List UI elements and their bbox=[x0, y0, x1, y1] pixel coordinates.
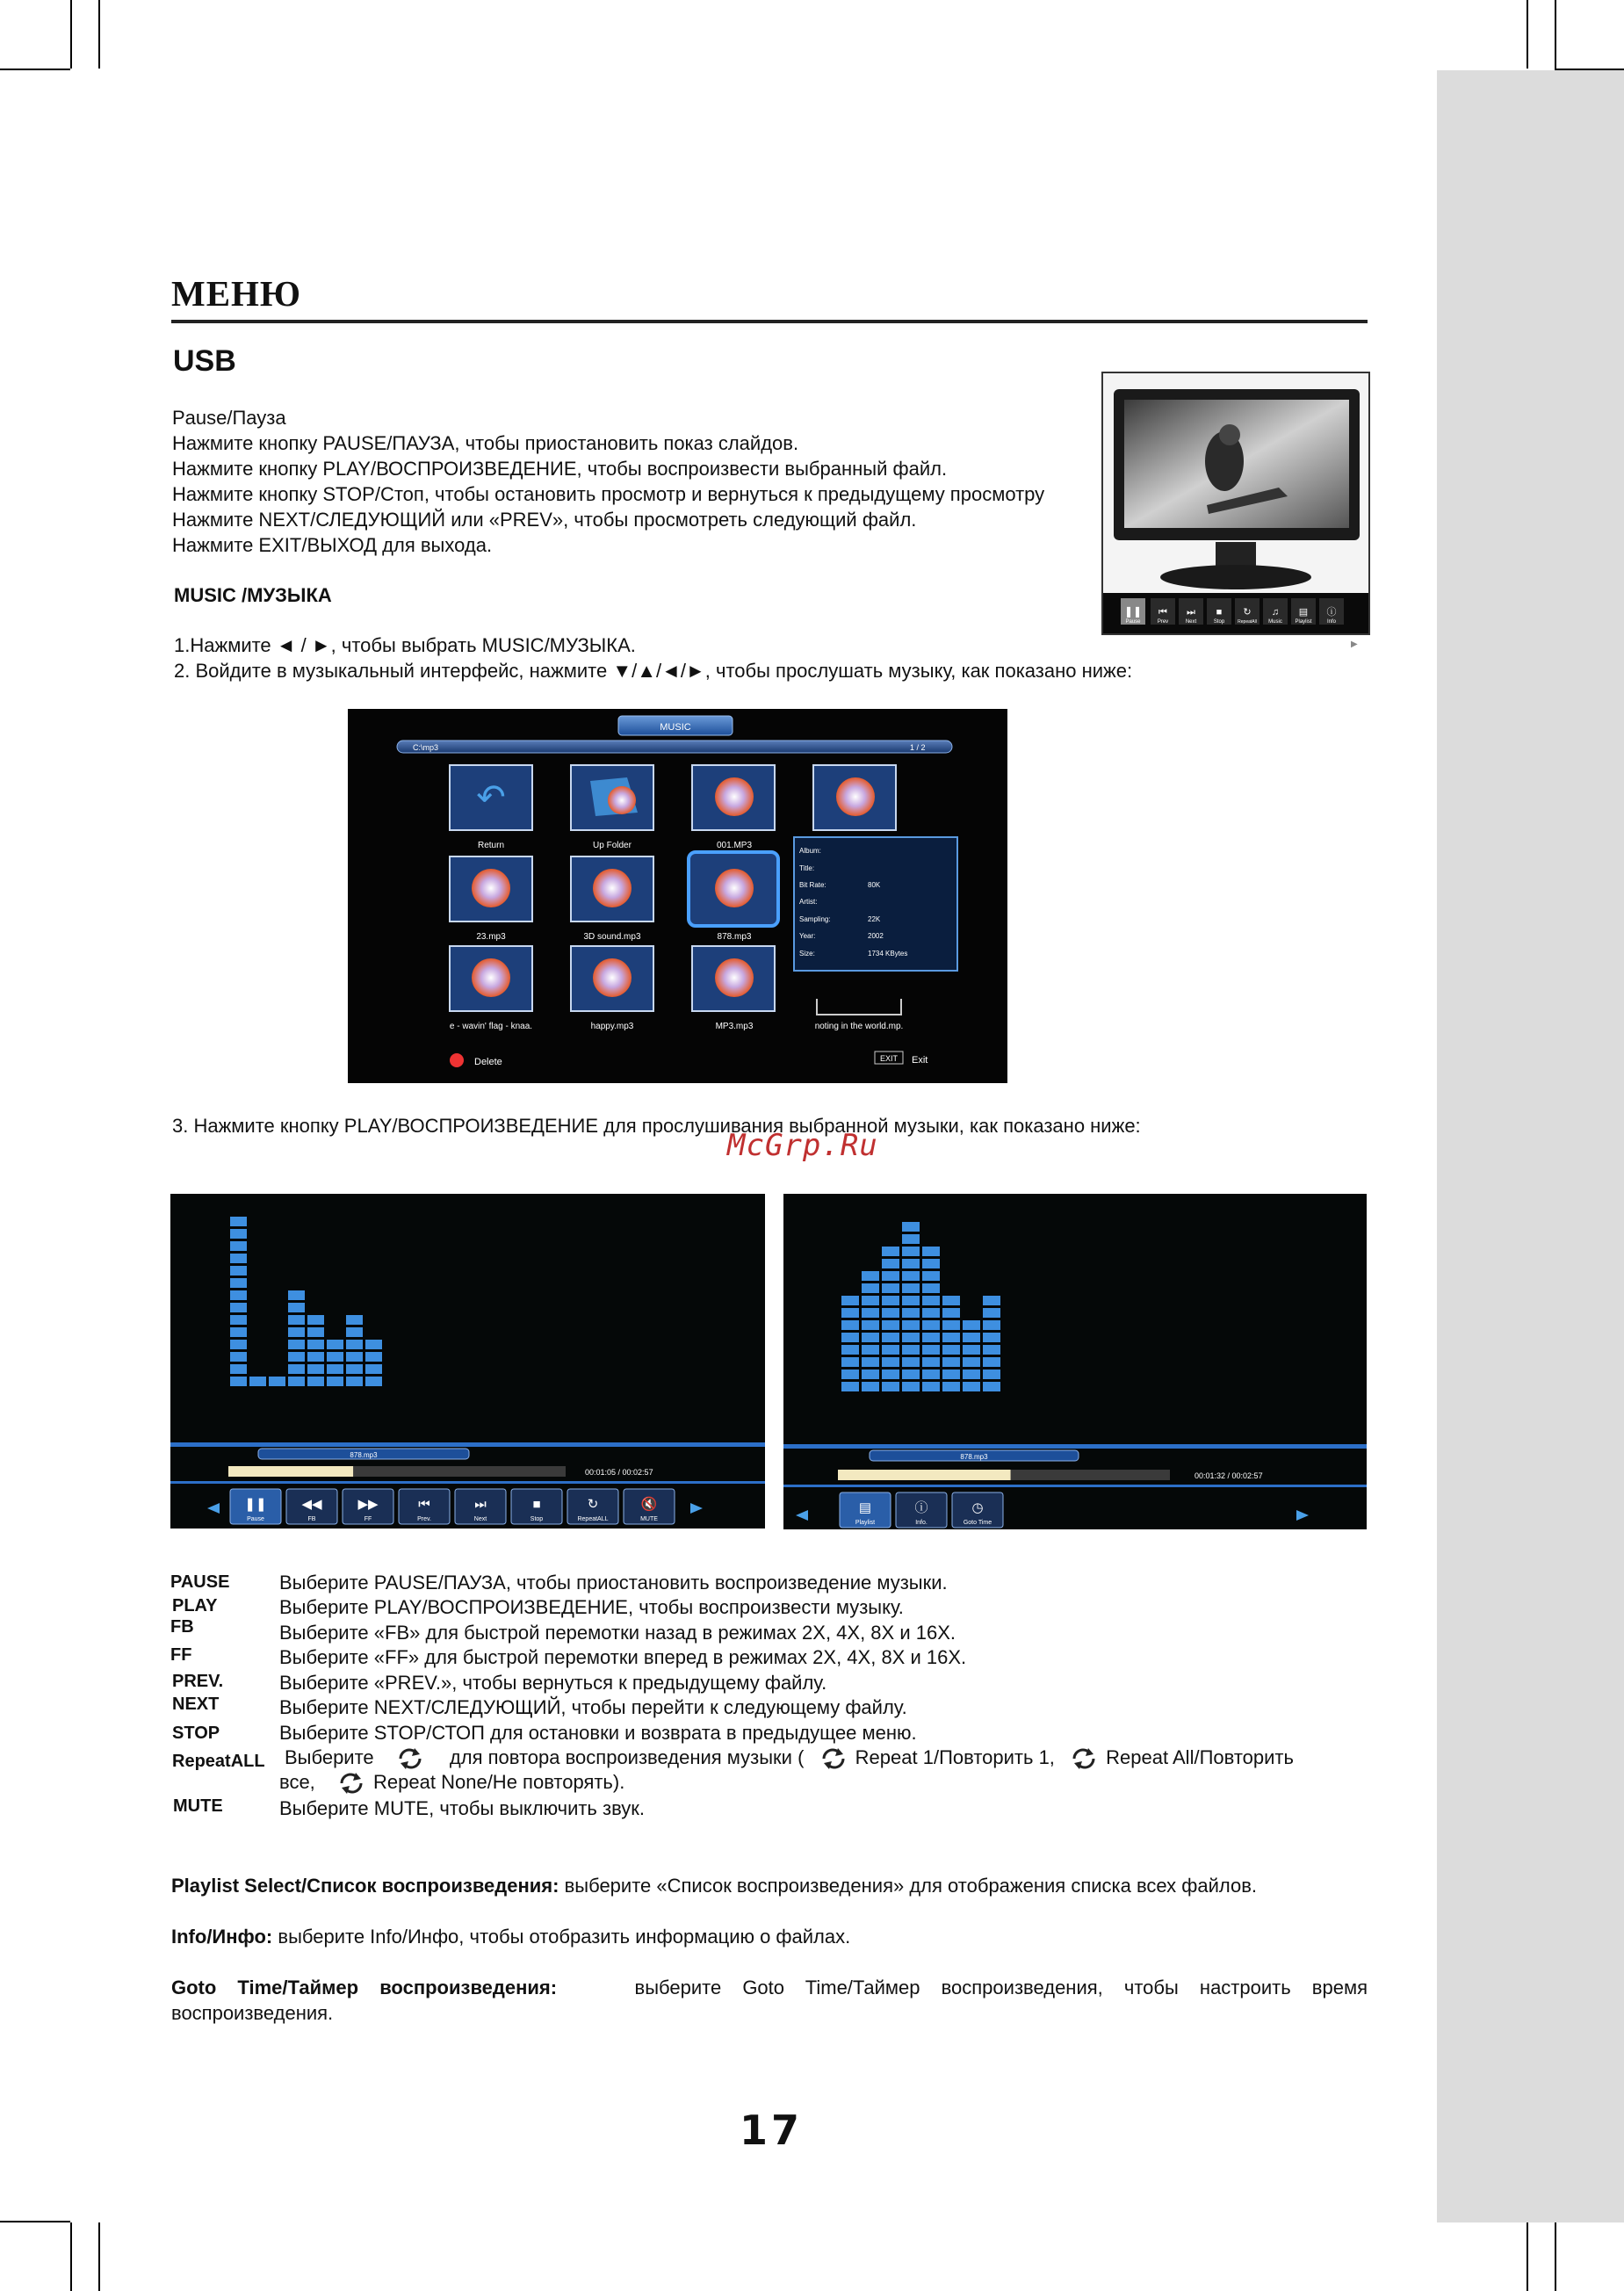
eq-cell bbox=[862, 1370, 879, 1379]
red-dot-icon bbox=[450, 1053, 464, 1067]
crop-mark bbox=[0, 2221, 70, 2222]
eq-cell bbox=[307, 1315, 324, 1325]
info-value: 80K bbox=[868, 881, 881, 889]
goto-note bbox=[171, 1975, 1368, 2026]
delete-label[interactable]: Delete bbox=[474, 1057, 502, 1067]
eq-cell bbox=[841, 1296, 859, 1305]
control-button-mute[interactable] bbox=[624, 1489, 675, 1524]
scroll-left-icon[interactable] bbox=[207, 1503, 220, 1514]
eq-cell bbox=[983, 1370, 1000, 1379]
eq-cell bbox=[346, 1315, 363, 1325]
info-value: 2002 bbox=[868, 932, 884, 940]
eq-cell bbox=[942, 1333, 960, 1342]
control-button-label: Goto Time bbox=[963, 1520, 992, 1526]
svg-text:↶: ↶ bbox=[476, 778, 506, 817]
control-button-playlist[interactable] bbox=[840, 1492, 891, 1528]
control-button-stop[interactable] bbox=[511, 1489, 562, 1524]
svg-text:▤: ▤ bbox=[1298, 607, 1309, 618]
eq-cell bbox=[902, 1259, 920, 1268]
eq-cell bbox=[841, 1308, 859, 1318]
eq-cell bbox=[922, 1357, 940, 1367]
eq-cell bbox=[841, 1382, 859, 1391]
pause-title: Pause/Пауза bbox=[172, 407, 286, 429]
eq-cell bbox=[922, 1296, 940, 1305]
section-title: USB bbox=[173, 344, 236, 378]
svg-text:↻: ↻ bbox=[587, 1497, 599, 1512]
info-label: Bit Rate: bbox=[799, 881, 826, 889]
cmd-desc: Выберите «PREV.», чтобы вернуться к предыдущему файлу. bbox=[279, 1672, 827, 1694]
cmd-desc: Выберите STOP/СТОП для остановки и возврата в предыдущее меню. bbox=[279, 1722, 917, 1744]
info-label: Artist: bbox=[799, 898, 818, 906]
cmd-key: PREV. bbox=[172, 1672, 224, 1691]
eq-cell bbox=[249, 1377, 266, 1386]
eq-cell bbox=[902, 1357, 920, 1367]
eq-cell bbox=[307, 1364, 324, 1374]
repeat-text: Repeat 1/Повторить 1, bbox=[855, 1746, 1055, 1768]
repeat-one-icon bbox=[819, 1746, 848, 1771]
eq-cell bbox=[963, 1345, 980, 1355]
equalizer bbox=[841, 1222, 1000, 1391]
step-2: 2. Войдите в музыкальный интерфейс, нажмите ▼/▲/◄/►, чтобы прослушать музыку, как показано ниже: bbox=[174, 660, 1133, 682]
eq-cell bbox=[862, 1357, 879, 1367]
eq-cell bbox=[288, 1377, 305, 1386]
eq-cell bbox=[963, 1333, 980, 1342]
info-label: Title: bbox=[799, 864, 815, 872]
music-item[interactable]: 23.mp3 bbox=[476, 932, 506, 942]
svg-text:↻: ↻ bbox=[1243, 607, 1252, 618]
music-item[interactable]: Return bbox=[477, 841, 505, 850]
eq-cell bbox=[230, 1303, 247, 1312]
eq-cell bbox=[922, 1320, 940, 1330]
eq-cell bbox=[902, 1271, 920, 1281]
crop-mark bbox=[70, 2222, 72, 2291]
eq-cell bbox=[230, 1241, 247, 1251]
eq-cell bbox=[882, 1345, 899, 1355]
svg-text:▶▶: ▶▶ bbox=[357, 1497, 379, 1512]
eq-cell bbox=[942, 1357, 960, 1367]
eq-cell bbox=[288, 1327, 305, 1337]
eq-cell bbox=[288, 1352, 305, 1362]
svg-text:⏭: ⏭ bbox=[1187, 607, 1195, 618]
eq-cell bbox=[902, 1382, 920, 1391]
step-3: 3. Нажмите кнопку PLAY/ВОСПРОИЗВЕДЕНИЕ для прослушивания выбранной музыки, как показано ниже: bbox=[172, 1115, 1141, 1137]
repeat-text: Repeat All/Повторить bbox=[1106, 1746, 1294, 1768]
crop-mark bbox=[1527, 2222, 1528, 2291]
eq-cell bbox=[922, 1345, 940, 1355]
eq-cell bbox=[862, 1345, 879, 1355]
eq-cell bbox=[327, 1364, 343, 1374]
eq-cell bbox=[288, 1290, 305, 1300]
eq-cell bbox=[902, 1370, 920, 1379]
eq-cell bbox=[841, 1333, 859, 1342]
eq-cell bbox=[327, 1377, 343, 1386]
music-item[interactable]: Up Folder bbox=[593, 841, 632, 850]
eq-cell bbox=[922, 1382, 940, 1391]
eq-cell bbox=[942, 1320, 960, 1330]
music-item[interactable]: 3D sound.mp3 bbox=[583, 932, 641, 942]
eq-cell bbox=[882, 1296, 899, 1305]
eq-cell bbox=[230, 1315, 247, 1325]
eq-cell bbox=[288, 1315, 305, 1325]
heading-rule bbox=[171, 320, 1368, 323]
eq-cell bbox=[942, 1370, 960, 1379]
page-number: 17 bbox=[740, 2107, 804, 2154]
control-button-label: Stop bbox=[530, 1516, 544, 1522]
info-value: 1734 KBytes bbox=[868, 950, 908, 958]
goto-text: выберите Goto Time/Таймер воспроизведения, чтобы настроить время bbox=[634, 1977, 1368, 1998]
cmd-desc: Выберите «FB» для быстрой перемотки назад в режимах 2X, 4X, 8X и 16X. bbox=[279, 1622, 956, 1644]
progress-fill bbox=[838, 1470, 1011, 1480]
eq-cell bbox=[230, 1340, 247, 1349]
eq-cell bbox=[365, 1377, 382, 1386]
info-text: выберите Info/Инфо, чтобы отобразить информацию о файлах. bbox=[272, 1926, 851, 1948]
eq-cell bbox=[922, 1308, 940, 1318]
scroll-right-icon[interactable] bbox=[690, 1503, 703, 1514]
music-item[interactable]: 878.mp3 bbox=[717, 932, 752, 942]
info-label: Info/Инфо: bbox=[171, 1926, 273, 1948]
tv-illustration bbox=[1103, 373, 1368, 633]
eq-cell bbox=[230, 1290, 247, 1300]
player-screen-right bbox=[783, 1194, 1367, 1529]
repeat-text: Repeat None/Не повторять). bbox=[373, 1771, 625, 1793]
music-item[interactable]: MP3.mp3 bbox=[715, 1022, 754, 1031]
eq-cell bbox=[902, 1345, 920, 1355]
music-title: MUSIC /МУЗЫКА bbox=[174, 584, 332, 606]
eq-cell bbox=[942, 1296, 960, 1305]
eq-cell bbox=[862, 1271, 879, 1281]
time-readout: 00:01:32 / 00:02:57 bbox=[1195, 1471, 1263, 1480]
cmd-desc: Выберите MUTE, чтобы выключить звук. bbox=[279, 1797, 646, 1819]
eq-cell bbox=[882, 1283, 899, 1293]
control-button-repeatall[interactable] bbox=[567, 1489, 618, 1524]
crop-mark bbox=[70, 0, 72, 69]
scroll-right-icon[interactable] bbox=[1296, 1510, 1309, 1521]
repeat-desc-line1 bbox=[285, 1746, 1294, 1771]
info-label: Size: bbox=[799, 950, 815, 958]
info-note bbox=[171, 1924, 850, 1949]
eq-cell bbox=[841, 1357, 859, 1367]
cmd-desc: Выберите NEXT/СЛЕДУЮЩИЙ, чтобы перейти к следующему файлу. bbox=[279, 1696, 907, 1718]
eq-cell bbox=[902, 1320, 920, 1330]
tv-btn-label: Stop bbox=[1213, 619, 1225, 625]
svg-text:♫: ♫ bbox=[1271, 607, 1280, 618]
music-browser-screen bbox=[348, 709, 1007, 1083]
crop-mark bbox=[1527, 0, 1528, 69]
eq-cell bbox=[346, 1340, 363, 1349]
cmd-key: MUTE bbox=[173, 1796, 223, 1816]
eq-cell bbox=[230, 1229, 247, 1239]
file-name: 878.mp3 bbox=[350, 1451, 378, 1459]
eq-cell bbox=[346, 1364, 363, 1374]
eq-cell bbox=[230, 1352, 247, 1362]
eq-cell bbox=[963, 1382, 980, 1391]
eq-cell bbox=[365, 1352, 382, 1362]
info-label: Album: bbox=[799, 847, 821, 855]
pause-line: Нажмите EXIT/ВЫХОД для выхода. bbox=[172, 534, 493, 556]
progress-fill bbox=[228, 1466, 353, 1477]
eq-cell bbox=[230, 1364, 247, 1374]
music-browser bbox=[348, 709, 1007, 1083]
tv-btn-label: Pause bbox=[1125, 619, 1141, 625]
pause-line: Нажмите кнопку PAUSE/ПАУЗА, чтобы приостановить показ слайдов. bbox=[172, 432, 799, 454]
eq-cell bbox=[841, 1370, 859, 1379]
repeat-text: для повтора воспроизведения музыки ( bbox=[449, 1746, 805, 1768]
control-buttons bbox=[840, 1492, 1003, 1528]
cmd-key: PAUSE bbox=[170, 1572, 230, 1592]
control-button-label: MUTE bbox=[640, 1516, 658, 1522]
eq-cell bbox=[983, 1296, 1000, 1305]
eq-cell bbox=[230, 1254, 247, 1263]
eq-cell bbox=[307, 1340, 324, 1349]
eq-cell bbox=[882, 1357, 899, 1367]
cmd-key: PLAY bbox=[172, 1596, 218, 1615]
pause-line: Нажмите кнопку STOP/Стоп, чтобы остановить просмотр и вернуться к предыдущему просмотру bbox=[172, 483, 1045, 505]
control-button-goto-time[interactable] bbox=[952, 1492, 1003, 1528]
eq-cell bbox=[902, 1222, 920, 1232]
eq-cell bbox=[882, 1370, 899, 1379]
eq-cell bbox=[922, 1271, 940, 1281]
page-heading: МЕНЮ bbox=[171, 273, 302, 314]
cmd-key: NEXT bbox=[172, 1695, 220, 1714]
watermark: McGrp.Ru bbox=[727, 1128, 878, 1163]
exit-key: EXIT bbox=[879, 1054, 899, 1063]
eq-cell bbox=[902, 1283, 920, 1293]
eq-cell bbox=[346, 1377, 363, 1386]
eq-cell bbox=[942, 1308, 960, 1318]
control-button-label: FF bbox=[364, 1516, 372, 1522]
eq-cell bbox=[230, 1278, 247, 1288]
eq-cell bbox=[346, 1327, 363, 1337]
control-button-label: Playlist bbox=[855, 1520, 876, 1526]
svg-text:◀◀: ◀◀ bbox=[301, 1497, 322, 1512]
eq-cell bbox=[230, 1327, 247, 1337]
info-label: Sampling: bbox=[799, 915, 831, 923]
eq-cell bbox=[327, 1340, 343, 1349]
svg-text:⏮: ⏮ bbox=[418, 1497, 430, 1512]
eq-cell bbox=[902, 1234, 920, 1244]
eq-cell bbox=[862, 1333, 879, 1342]
cmd-key: RepeatALL bbox=[172, 1752, 265, 1771]
tv-btn-label: Prev bbox=[1157, 619, 1169, 625]
eq-cell bbox=[346, 1352, 363, 1362]
svg-text:■: ■ bbox=[532, 1497, 541, 1512]
info-value: 22K bbox=[868, 915, 881, 923]
goto-label: Goto Time/Таймер воспроизведения: bbox=[171, 1977, 558, 1998]
pause-block bbox=[172, 405, 1121, 558]
repeat-desc-line2 bbox=[279, 1771, 624, 1796]
repeat-text: Выберите bbox=[285, 1746, 374, 1768]
music-item[interactable]: 001.MP3 bbox=[716, 841, 753, 850]
eq-cell bbox=[902, 1308, 920, 1318]
crop-mark bbox=[1555, 0, 1556, 69]
eq-cell bbox=[862, 1382, 879, 1391]
step-1: 1.Нажмите ◄ / ►, чтобы выбрать MUSIC/МУЗЫКА. bbox=[174, 634, 636, 656]
eq-cell bbox=[922, 1333, 940, 1342]
tv-btn-label: RepeatAll bbox=[1238, 619, 1257, 625]
cmd-key: FB bbox=[170, 1617, 194, 1637]
eq-cell bbox=[922, 1283, 940, 1293]
player-left bbox=[170, 1194, 765, 1529]
tv-btn-label: Music bbox=[1268, 619, 1282, 625]
eq-cell bbox=[882, 1382, 899, 1391]
tv-photo bbox=[1101, 372, 1370, 635]
file-name: 878.mp3 bbox=[960, 1453, 988, 1461]
eq-cell bbox=[365, 1364, 382, 1374]
tv-arrow-icon: ▶ bbox=[1351, 640, 1358, 649]
repeat-text: все, bbox=[279, 1771, 315, 1793]
eq-cell bbox=[963, 1357, 980, 1367]
pause-line: Нажмите кнопку PLAY/ВОСПРОИЗВЕДЕНИЕ, чтобы воспроизвести выбранный файл. bbox=[172, 458, 948, 480]
eq-cell bbox=[230, 1377, 247, 1386]
control-button-ff[interactable] bbox=[343, 1489, 393, 1524]
control-button-label: FB bbox=[307, 1516, 316, 1522]
playlist-label: Playlist Select/Список воспроизведения: bbox=[171, 1875, 559, 1897]
eq-cell bbox=[882, 1247, 899, 1256]
preview-caption: noting in the world.mp. bbox=[814, 1022, 904, 1031]
time-readout: 00:01:05 / 00:02:57 bbox=[585, 1468, 653, 1477]
svg-text:🔇: 🔇 bbox=[640, 1497, 658, 1512]
crop-mark bbox=[98, 2222, 100, 2291]
control-button-label: Info. bbox=[915, 1520, 927, 1526]
info-label: Year: bbox=[799, 932, 816, 940]
music-tab[interactable]: MUSIC bbox=[660, 722, 691, 733]
eq-cell bbox=[862, 1296, 879, 1305]
eq-cell bbox=[307, 1327, 324, 1337]
control-button-label: Prev. bbox=[417, 1516, 431, 1522]
eq-cell bbox=[942, 1345, 960, 1355]
cmd-key: FF bbox=[170, 1645, 192, 1665]
svg-text:ⓘ: ⓘ bbox=[914, 1500, 928, 1515]
music-item[interactable]: e - wavin' flag - knaa. bbox=[449, 1022, 533, 1031]
repeat-all-icon bbox=[1069, 1746, 1099, 1771]
cmd-desc: Выберите PLAY/ВОСПРОИЗВЕДЕНИЕ, чтобы воспроизвести музыку. bbox=[279, 1596, 904, 1618]
eq-cell bbox=[307, 1352, 324, 1362]
control-button-label: RepeatALL bbox=[577, 1516, 609, 1522]
eq-cell bbox=[902, 1247, 920, 1256]
control-button-pause[interactable] bbox=[230, 1489, 281, 1524]
crop-mark bbox=[0, 69, 70, 70]
eq-cell bbox=[902, 1296, 920, 1305]
cmd-desc: Выберите «FF» для быстрой перемотки вперед в режимах 2X, 4X, 8X и 16X. bbox=[279, 1646, 967, 1668]
control-button-info-[interactable] bbox=[896, 1492, 947, 1528]
eq-cell bbox=[882, 1259, 899, 1268]
eq-cell bbox=[922, 1247, 940, 1256]
crop-mark bbox=[98, 0, 100, 69]
scroll-left-icon[interactable] bbox=[796, 1510, 808, 1521]
tv-btn-label: Info bbox=[1326, 619, 1337, 625]
svg-text:ⓘ: ⓘ bbox=[1326, 607, 1337, 618]
player-right bbox=[783, 1194, 1367, 1529]
control-buttons bbox=[230, 1489, 675, 1524]
eq-cell bbox=[288, 1340, 305, 1349]
control-button-label: Next bbox=[473, 1516, 487, 1522]
eq-cell bbox=[882, 1333, 899, 1342]
eq-cell bbox=[230, 1266, 247, 1276]
playlist-note bbox=[171, 1873, 1257, 1898]
crop-mark bbox=[1555, 2222, 1556, 2291]
control-button-next[interactable] bbox=[455, 1489, 506, 1524]
svg-text:⏭: ⏭ bbox=[474, 1497, 487, 1512]
eq-cell bbox=[983, 1345, 1000, 1355]
eq-cell bbox=[365, 1340, 382, 1349]
eq-cell bbox=[902, 1333, 920, 1342]
control-button-fb[interactable] bbox=[286, 1489, 337, 1524]
eq-cell bbox=[327, 1352, 343, 1362]
eq-cell bbox=[841, 1320, 859, 1330]
eq-cell bbox=[230, 1217, 247, 1226]
svg-text:◷: ◷ bbox=[971, 1500, 984, 1515]
eq-cell bbox=[963, 1320, 980, 1330]
player-screen-left bbox=[170, 1194, 765, 1529]
control-button-prev-[interactable] bbox=[399, 1489, 450, 1524]
repeat-none-icon bbox=[336, 1771, 366, 1796]
eq-cell bbox=[942, 1382, 960, 1391]
eq-cell bbox=[882, 1320, 899, 1330]
goto-line bbox=[171, 1975, 1368, 2000]
cmd-desc: Выберите PAUSE/ПАУЗА, чтобы приостановить воспроизведение музыки. bbox=[279, 1572, 948, 1594]
eq-cell bbox=[862, 1320, 879, 1330]
eq-cell bbox=[922, 1259, 940, 1268]
eq-cell bbox=[862, 1283, 879, 1293]
exit-label[interactable]: Exit bbox=[912, 1055, 928, 1066]
eq-cell bbox=[983, 1333, 1000, 1342]
svg-text:▤: ▤ bbox=[858, 1500, 872, 1515]
tv-btn-label: Playlist bbox=[1295, 619, 1312, 625]
tv-btn-label: Next bbox=[1185, 619, 1197, 625]
svg-text:❚❚: ❚❚ bbox=[1123, 605, 1143, 618]
eq-cell bbox=[963, 1370, 980, 1379]
goto-text2: воспроизведения. bbox=[171, 2002, 334, 2024]
cmd-key: STOP bbox=[172, 1724, 220, 1743]
control-button-label: Pause bbox=[247, 1516, 264, 1522]
side-tab bbox=[1437, 70, 1624, 2222]
playlist-text: выберите «Список воспроизведения» для отображения списка всех файлов. bbox=[559, 1875, 1258, 1897]
eq-cell bbox=[841, 1345, 859, 1355]
eq-cell bbox=[922, 1370, 940, 1379]
pause-line: Нажмите NEXT/СЛЕДУЮЩИЙ или «PREV», чтобы просмотреть следующий файл. bbox=[172, 509, 917, 531]
eq-cell bbox=[307, 1377, 324, 1386]
equalizer bbox=[230, 1217, 382, 1386]
eq-cell bbox=[882, 1271, 899, 1281]
svg-text:■: ■ bbox=[1216, 607, 1223, 618]
eq-cell bbox=[288, 1364, 305, 1374]
svg-text:❚❚: ❚❚ bbox=[244, 1497, 267, 1512]
music-item[interactable]: happy.mp3 bbox=[590, 1022, 634, 1031]
music-path: C:\mp3 bbox=[413, 743, 439, 752]
eq-cell bbox=[269, 1377, 285, 1386]
repeat-icon bbox=[395, 1746, 425, 1771]
svg-text:⏮: ⏮ bbox=[1158, 607, 1167, 618]
music-page: 1 / 2 bbox=[910, 743, 926, 752]
eq-cell bbox=[862, 1308, 879, 1318]
eq-cell bbox=[983, 1357, 1000, 1367]
eq-cell bbox=[983, 1382, 1000, 1391]
eq-cell bbox=[983, 1320, 1000, 1330]
eq-cell bbox=[882, 1308, 899, 1318]
eq-cell bbox=[983, 1308, 1000, 1318]
eq-cell bbox=[288, 1303, 305, 1312]
